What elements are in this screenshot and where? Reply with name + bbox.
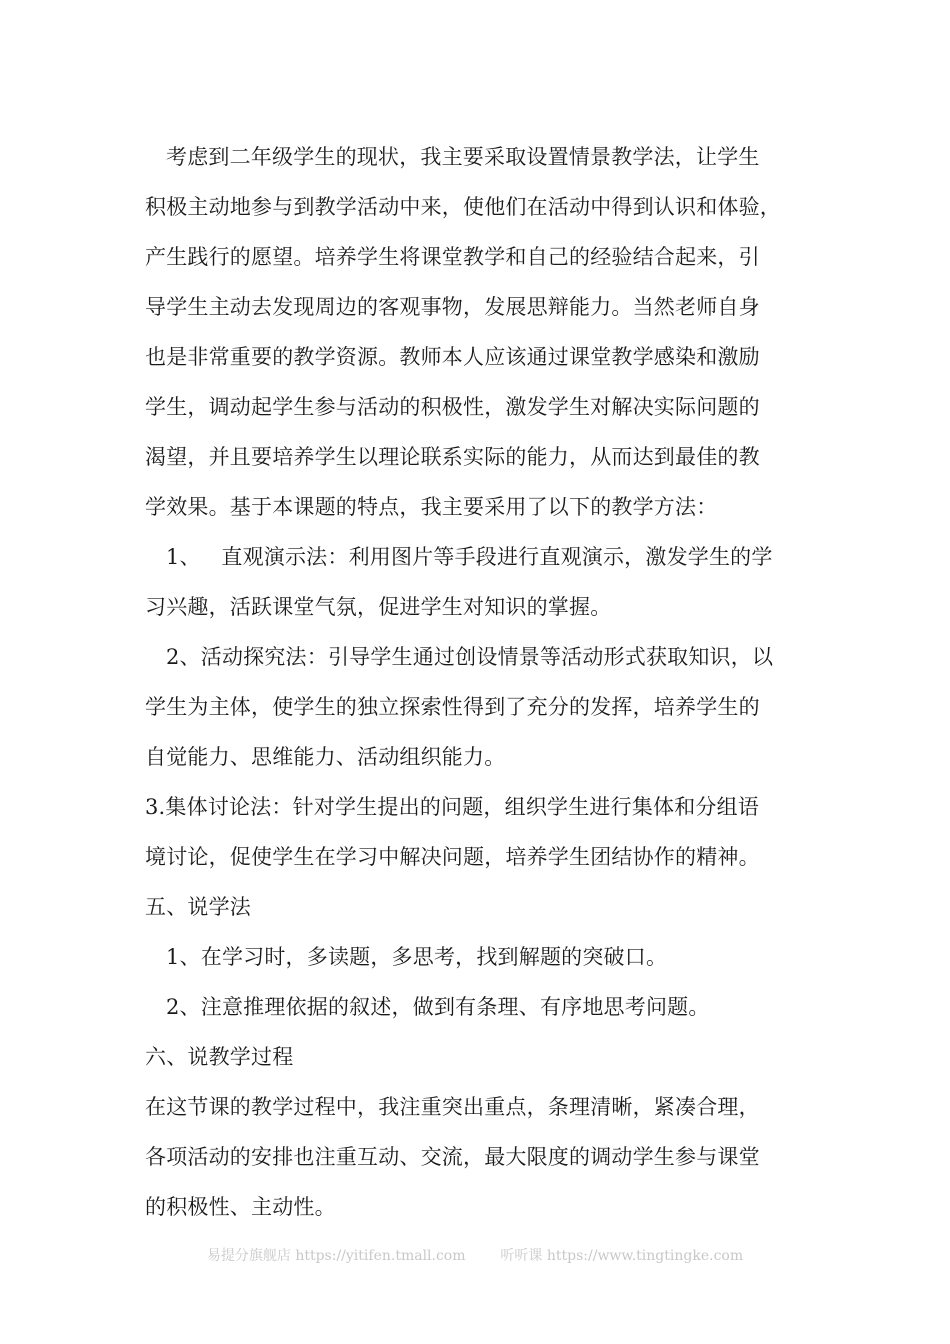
list-item-method-3: 3.集体讨论法：针对学生提出的问题，组织学生进行集体和分组语 bbox=[145, 795, 760, 819]
text-line: 学生，调动起学生参与活动的积极性，激发学生对解决实际问题的 bbox=[145, 395, 760, 419]
text-line: 渴望，并且要培养学生以理论联系实际的能力，从而达到最佳的教 bbox=[145, 445, 760, 469]
list-item-method-2: 2、活动探究法：引导学生通过创设情景等活动形式获取知识，以 bbox=[166, 645, 774, 669]
text-line: 学效果。基于本课题的特点，我主要采用了以下的教学方法： bbox=[145, 495, 718, 519]
text-line: 的积极性、主动性。 bbox=[145, 1195, 336, 1219]
text-line: 境讨论，促使学生在学习中解决问题，培养学生团结协作的精神。 bbox=[145, 845, 760, 869]
text-line: 产生践行的愿望。培养学生将课堂教学和自己的经验结合起来，引 bbox=[145, 245, 760, 269]
footer-brand-name: 听听课 bbox=[500, 1248, 543, 1264]
document-body bbox=[145, 132, 825, 1232]
footer-watermark bbox=[0, 1245, 950, 1265]
text-line: 导学生主动去发现周边的客观事物，发展思辩能力。当然老师自身 bbox=[145, 295, 760, 319]
text-line: 积极主动地参与到教学活动中来，使他们在活动中得到认识和体验， bbox=[145, 195, 781, 219]
list-item-study-1: 1、在学习时，多读题，多思考，找到解题的突破口。 bbox=[166, 945, 668, 969]
footer-shop-url: https://yitifen.tmall.com bbox=[295, 1248, 466, 1264]
section-heading-teaching-process: 六、说教学过程 bbox=[145, 1045, 294, 1069]
list-item-study-2: 2、注意推理依据的叙述，做到有条理、有序地思考问题。 bbox=[166, 995, 710, 1019]
text-line: 学生为主体，使学生的独立探索性得到了充分的发挥，培养学生的 bbox=[145, 695, 760, 719]
section-heading-study-method: 五、说学法 bbox=[145, 895, 251, 919]
list-item-method-1: 1、 直观演示法：利用图片等手段进行直观演示，激发学生的学 bbox=[166, 545, 773, 569]
text-line: 自觉能力、思维能力、活动组织能力。 bbox=[145, 745, 506, 769]
text-line: 在这节课的教学过程中，我注重突出重点，条理清晰，紧凑合理， bbox=[145, 1095, 760, 1119]
text-line: 各项活动的安排也注重互动、交流，最大限度的调动学生参与课堂 bbox=[145, 1145, 760, 1169]
text-line: 习兴趣，活跃课堂气氛，促进学生对知识的掌握。 bbox=[145, 595, 612, 619]
footer-brand-url: https://www.tingtingke.com bbox=[546, 1248, 744, 1264]
text-line: 考虑到二年级学生的现状，我主要采取设置情景教学法，让学生 bbox=[166, 145, 760, 169]
text-line: 也是非常重要的教学资源。教师本人应该通过课堂教学感染和激励 bbox=[145, 345, 760, 369]
footer-shop-name: 易提分旗舰店 bbox=[206, 1248, 291, 1264]
